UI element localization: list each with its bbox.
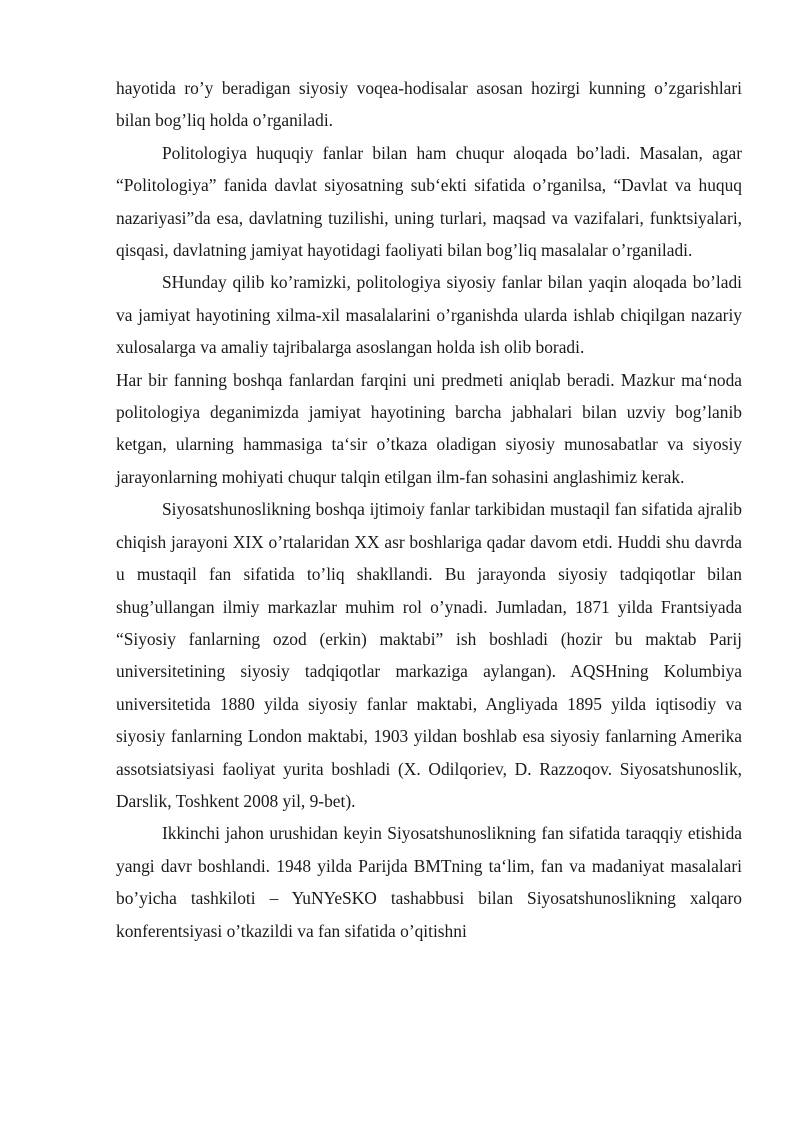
paragraph-politology-law: Politologiya huquqiy fanlar bilan ham chuqur aloqada bo’ladi. Masalan, agar “Politologiya” fanida davlat siyosatning sub‘ekti sifatida o’rganilsa, “Davlat va huquq nazariyasi”da esa, davlatning tuzilishi, uning turlari, maqsad va vazifalari, funktsiyalari, qisqasi, davlatning jamiyat hayotidagi faoliyati bilan bog’liq masalalar o’rganiladi. [116, 142, 742, 261]
paragraph-history-formation: Siyosatshunoslikning boshqa ijtimoiy fanlar tarkibidan mustaqil fan sifatida ajralib chiqish jarayoni XIX o’rtalaridan XX asr boshlariga qadar davom etdi. Huddi shu davrda u mustaqil fan sifatida to’liq shakllandi. Bu jarayonda siyosiy tadqiqotlar bilan shug’ullangan ilmiy markazlar muhim rol o’ynadi. Jumladan, 1871 yilda Frantsiyada “Siyosiy fanlarning ozod (erkin) maktabi” ish boshladi (hozir bu maktab Parij universitetining siyosiy tadqiqotlar markaziga aylangan). AQSHning Kolumbiya universitetida 1880 yilda siyosiy fanlar maktabi, Angliyada 1895 yilda iqtisodiy va siyosiy fanlarning London maktabi, 1903 yildan boshlab esa siyosiy fanlarning Amerika assotsiatsiyasi faoliyat yurita boshladi (X. Odilqoriev, D. Razzoqov. Siyosatshunoslik, Darslik, Toshkent 2008 yil, 9-bet). [116, 499, 742, 811]
paragraph-subject-definition: Har bir fanning boshqa fanlardan farqini uni predmeti aniqlab beradi. Mazkur ma‘noda politologiya deganimizda jamiyat hayotining barcha jabhalari bilan uzviy bog’lanib ketgan, ularning hammasiga ta‘sir o’tkaza oladigan siyosiy munosabatlar va siyosiy jarayonlarning mohiyati chuqur talqin etilgan ilm-fan sohasini anglashimiz kerak. [116, 369, 742, 487]
paragraph-continuation: hayotida ro’y beradigan siyosiy voqea-hodisalar asosan hozirgi kunning o’zgarishlari bilan bog’liq holda o’rganiladi. [116, 78, 742, 131]
paragraph-postwar-development: Ikkinchi jahon urushidan keyin Siyosatshunoslikning fan sifatida taraqqiy etishida yangi davr boshlandi. 1948 yilda Parijda BMTning ta‘lim, fan va madaniyat masalalari bo’yicha tashkiloti – YuNYeSKO tashabbusi bilan Siyosatshunoslikning xalqaro konferentsiyasi o’tkazildi va fan sifatida o’qitishni [116, 823, 742, 941]
paragraph-politology-conclusion: SHunday qilib ko’ramizki, politologiya siyosiy fanlar bilan yaqin aloqada bo’ladi va jamiyat hayotining xilma-xil masalalarini o’rganishda ularda ishlab chiqilgan nazariy xulosalarga va amaliy tajribalarga asoslangan holda ish olib boradi. [116, 272, 742, 358]
document-body [116, 72, 742, 947]
